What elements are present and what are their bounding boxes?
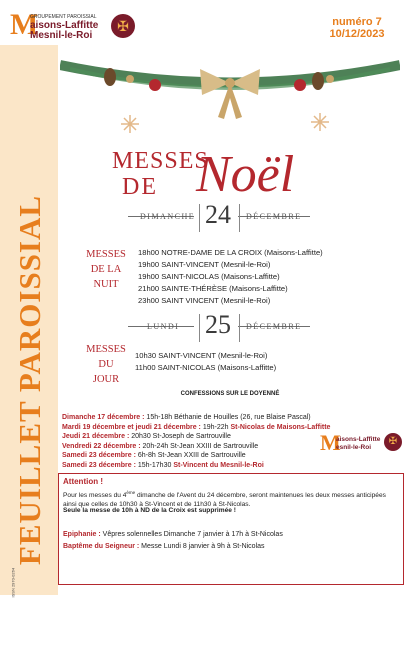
issue-number: numéro 7 — [332, 16, 382, 28]
mass-item: 10h30 SAINT-VINCENT (Mesnil-le-Roi) — [135, 351, 268, 360]
confession-line — [62, 413, 311, 423]
label-line: NUIT — [93, 279, 119, 290]
mass-item: 11h00 SAINT-NICOLAS (Maisons-Laffitte) — [135, 363, 277, 372]
logo-line-2: Mesnil-le-Roi — [30, 30, 93, 41]
confession-text: 19h-22h — [200, 423, 231, 431]
attention-title: Attention ! — [63, 477, 103, 486]
title-noel: Noël — [196, 146, 295, 203]
logo-small-line-1: aisons-Laffitte — [336, 436, 381, 443]
epiphany-label: Epiphanie : — [63, 531, 101, 538]
label-line: DE LA — [90, 264, 122, 275]
label-line: MESSES — [86, 249, 126, 260]
date-separator — [239, 314, 240, 342]
logo-line-1: aisons-Laffitte — [30, 20, 99, 31]
attention-paragraph — [63, 488, 399, 509]
confession-line — [62, 432, 231, 442]
attention-text: dimanche de l'Avent du 24 décembre, seront maintenues les deux messes anticipées ainsi que celles de 10h30 à St-Vincent et de 11h30 à St-Nicolas. — [63, 492, 386, 509]
logo-group-label: GROUPEMENT PAROISSIAL — [30, 14, 97, 20]
logo-letter: M — [10, 8, 39, 41]
confession-place: St-Nicolas de Maisons-Laffitte — [230, 423, 331, 431]
date-separator — [239, 204, 240, 232]
christmas-garland-icon — [60, 55, 400, 135]
confession-day: Mardi 19 décembre et jeudi 21 décembre : — [62, 423, 201, 431]
confession-text: 15h-18h Béthanie de Houilles (26, rue Blaise Pascal) — [144, 414, 311, 421]
mass-item: 23h00 SAINT VINCENT (Mesnil-le-Roi) — [138, 296, 271, 305]
date-separator — [199, 204, 200, 232]
confession-line — [62, 451, 246, 461]
date-number-2: 25 — [205, 310, 231, 339]
label-messes-nuit — [76, 247, 136, 292]
day-mass-list — [135, 350, 276, 374]
confession-text: 20h30 St-Joseph de Sartrouville — [129, 433, 231, 441]
label-messes-jour — [76, 342, 136, 387]
confession-day: Samedi 23 décembre : — [62, 452, 136, 460]
confession-line — [62, 461, 264, 471]
confessions-title: CONFESSIONS SUR LE DOYENNÉ — [180, 391, 280, 397]
confession-place: St-Vincent du Mesnil-le-Roi — [173, 462, 264, 469]
title-messes: MESSES — [112, 148, 209, 174]
mass-item: 19h00 SAINT-NICOLAS (Maisons-Laffitte) — [138, 272, 280, 281]
baptism-label: Baptême du Seigneur : — [63, 543, 140, 550]
date-day-2: LUNDI — [147, 322, 180, 331]
mass-item: 21h00 SAINTE-THÉRÈSE (Maisons-Laffitte) — [138, 284, 288, 293]
confession-day: Jeudi 21 décembre : — [62, 433, 130, 441]
title-de: DE — [122, 174, 158, 200]
confession-text: 15h-17h30 — [135, 462, 174, 469]
label-line: JOUR — [92, 374, 120, 385]
confession-line — [62, 423, 330, 433]
parish-emblem-icon: ✠ — [111, 14, 135, 38]
night-mass-list — [138, 247, 323, 307]
issue-info — [318, 16, 396, 40]
baptism-text: Messe Lundi 8 janvier à 9h à St-Nicolas — [139, 543, 265, 550]
label-line: DU — [98, 359, 114, 370]
date-separator — [199, 314, 200, 342]
confession-day: Samedi 23 décembre : — [62, 462, 136, 469]
parish-emblem-icon: ✠ — [384, 433, 402, 451]
confession-line — [62, 442, 258, 452]
attention-text: Pour les messes du 4 — [63, 492, 127, 500]
date-month-1: DÉCEMBRE — [246, 212, 302, 221]
date-number-1: 24 — [205, 200, 231, 229]
sidebar-title: FEUILLET PAROISSIAL — [12, 194, 47, 566]
epiphany-line — [63, 531, 283, 538]
date-day-1: DIMANCHE — [140, 212, 196, 221]
confession-day: Vendredi 22 décembre : — [62, 442, 141, 450]
logo-small-line-2: esnil-le-Roi — [336, 444, 372, 451]
epiphany-text: Vêpres solennelles Dimanche 7 janvier à 17h à St-Nicolas — [100, 531, 283, 538]
confession-text: 20h-24h St-Jean XXIII de Sartrouville — [140, 442, 259, 450]
confession-text: 6h-8h St-Jean XXIII de Sartrouville — [135, 452, 246, 460]
label-line: MESSES — [86, 344, 126, 355]
attention-note: Seule la messe de 10h à ND de la Croix est supprimée ! — [63, 507, 236, 514]
ordinal-suffix: ème — [126, 490, 136, 495]
confession-day: Dimanche 17 décembre : — [62, 414, 145, 421]
logo-letter-small: M — [320, 430, 341, 455]
mass-item: 18h00 NOTRE-DAME DE LA CROIX (Maisons-Laffitte) — [138, 248, 323, 257]
issn-number: ISSN 2970-0264 — [10, 567, 16, 598]
issue-date: 10/12/2023 — [329, 28, 385, 40]
date-month-2: DÉCEMBRE — [246, 322, 302, 331]
mass-item: 19h00 SAINT-VINCENT (Mesnil-le-Roi) — [138, 260, 271, 269]
baptism-line — [63, 543, 265, 550]
